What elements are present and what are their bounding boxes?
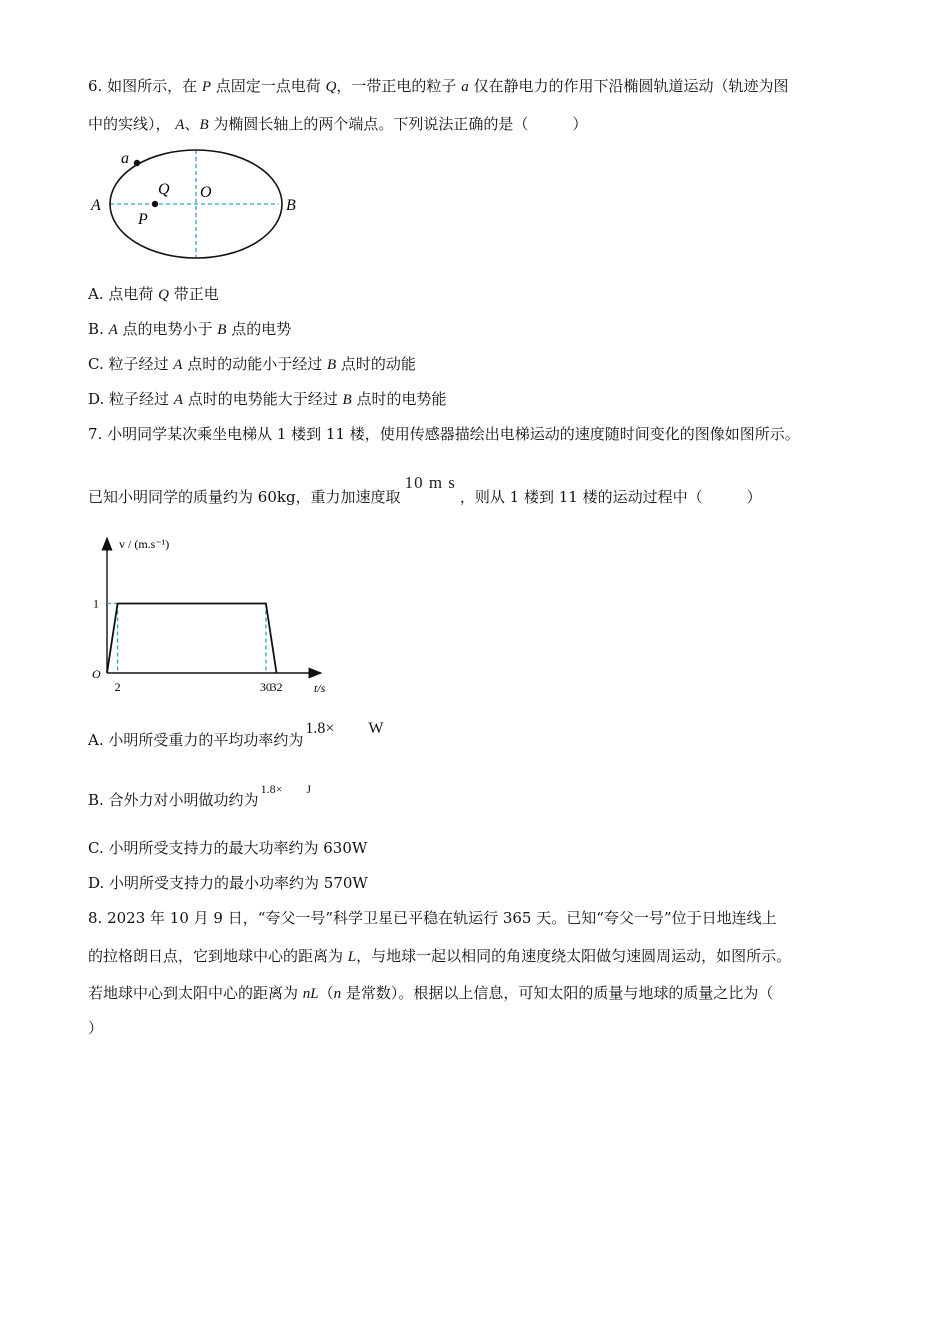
point-P-dot [152, 201, 158, 207]
y-axis-label: v / (m.s⁻¹) [119, 537, 170, 551]
q7-stem-line2: 已知小明同学的质量约为 60kg，重力加速度取10 m s，则从 1 楼到 11 楼的运动过程中（ ） [88, 473, 762, 506]
label-A: A [91, 197, 101, 214]
q7-stem-line1: 7. 小明同学某次乘坐电梯从 1 楼到 11 楼，使用传感器描绘出电梯运动的速度随时间变化的图像如图所示。 [88, 425, 800, 443]
q6-stem-line2: 中的实线）， A、B 为椭圆长轴上的两个端点。下列说法正确的是（ ） [88, 115, 588, 133]
x-tick-label: 2 [114, 680, 121, 694]
q7-option-a: A. 小明所受重力的平均功率约为1.8× W [88, 720, 384, 749]
q6-option-b: B. A 点的电势小于 B 点的电势 [88, 320, 292, 338]
q8-line3: 若地球中心到太阳中心的距离为 nL（n 是常数）。根据以上信息，可知太阳的质量与地球的质量之比为（ [88, 984, 774, 1002]
label-O: O [200, 184, 212, 201]
q7-option-c: C. 小明所受支持力的最大功率约为 630W [88, 839, 368, 857]
q7-option-d: D. 小明所受支持力的最小功率约为 570W [88, 874, 368, 892]
velocity-time-chart [85, 530, 340, 700]
label-B: B [286, 197, 296, 214]
gravity-value: 10 m s [404, 473, 456, 492]
q8-line1: 8. 2023 年 10 月 9 日，“夸父一号”科学卫星已平稳在轨运行 365 天。已知“夸父一号”位于日地连线上 [88, 909, 777, 927]
q7-option-b: B. 合外力对小明做功约为$^{1.8\times}$ $^J$ [88, 782, 312, 809]
origin-label: O [92, 667, 101, 681]
x-tick-label: 30 [259, 680, 272, 694]
x-tick-label: 32 [270, 680, 283, 694]
x-axis-label: t/s [314, 681, 326, 695]
q6-option-c: C. 粒子经过 A 点时的动能小于经过 B 点时的动能 [88, 355, 416, 373]
label-Q: Q [158, 181, 170, 198]
label-P: P [138, 211, 148, 228]
velocity-series-line [107, 604, 277, 673]
ellipse-figure [85, 143, 310, 265]
q8-line4: ） [88, 1019, 104, 1037]
label-a: a [121, 150, 129, 167]
q8-line2: 的拉格朗日点，它到地球中心的距离为 L，与地球一起以相同的角速度绕太阳做匀速圆周运动，如图所示。 [88, 947, 792, 965]
y-tick-label: 1 [93, 596, 99, 611]
particle-a-dot [134, 160, 140, 166]
q6-stem-line1: 6. 如图所示，在 P 点固定一点电荷 Q，一带正电的粒子 a 仅在静电力的作用下沿椭圆轨道运动（轨迹为图 [88, 77, 789, 95]
q6-option-d: D. 粒子经过 A 点时的电势能大于经过 B 点时的电势能 [88, 390, 447, 408]
q6-option-a: A. 点电荷 Q 带正电 [88, 285, 219, 303]
